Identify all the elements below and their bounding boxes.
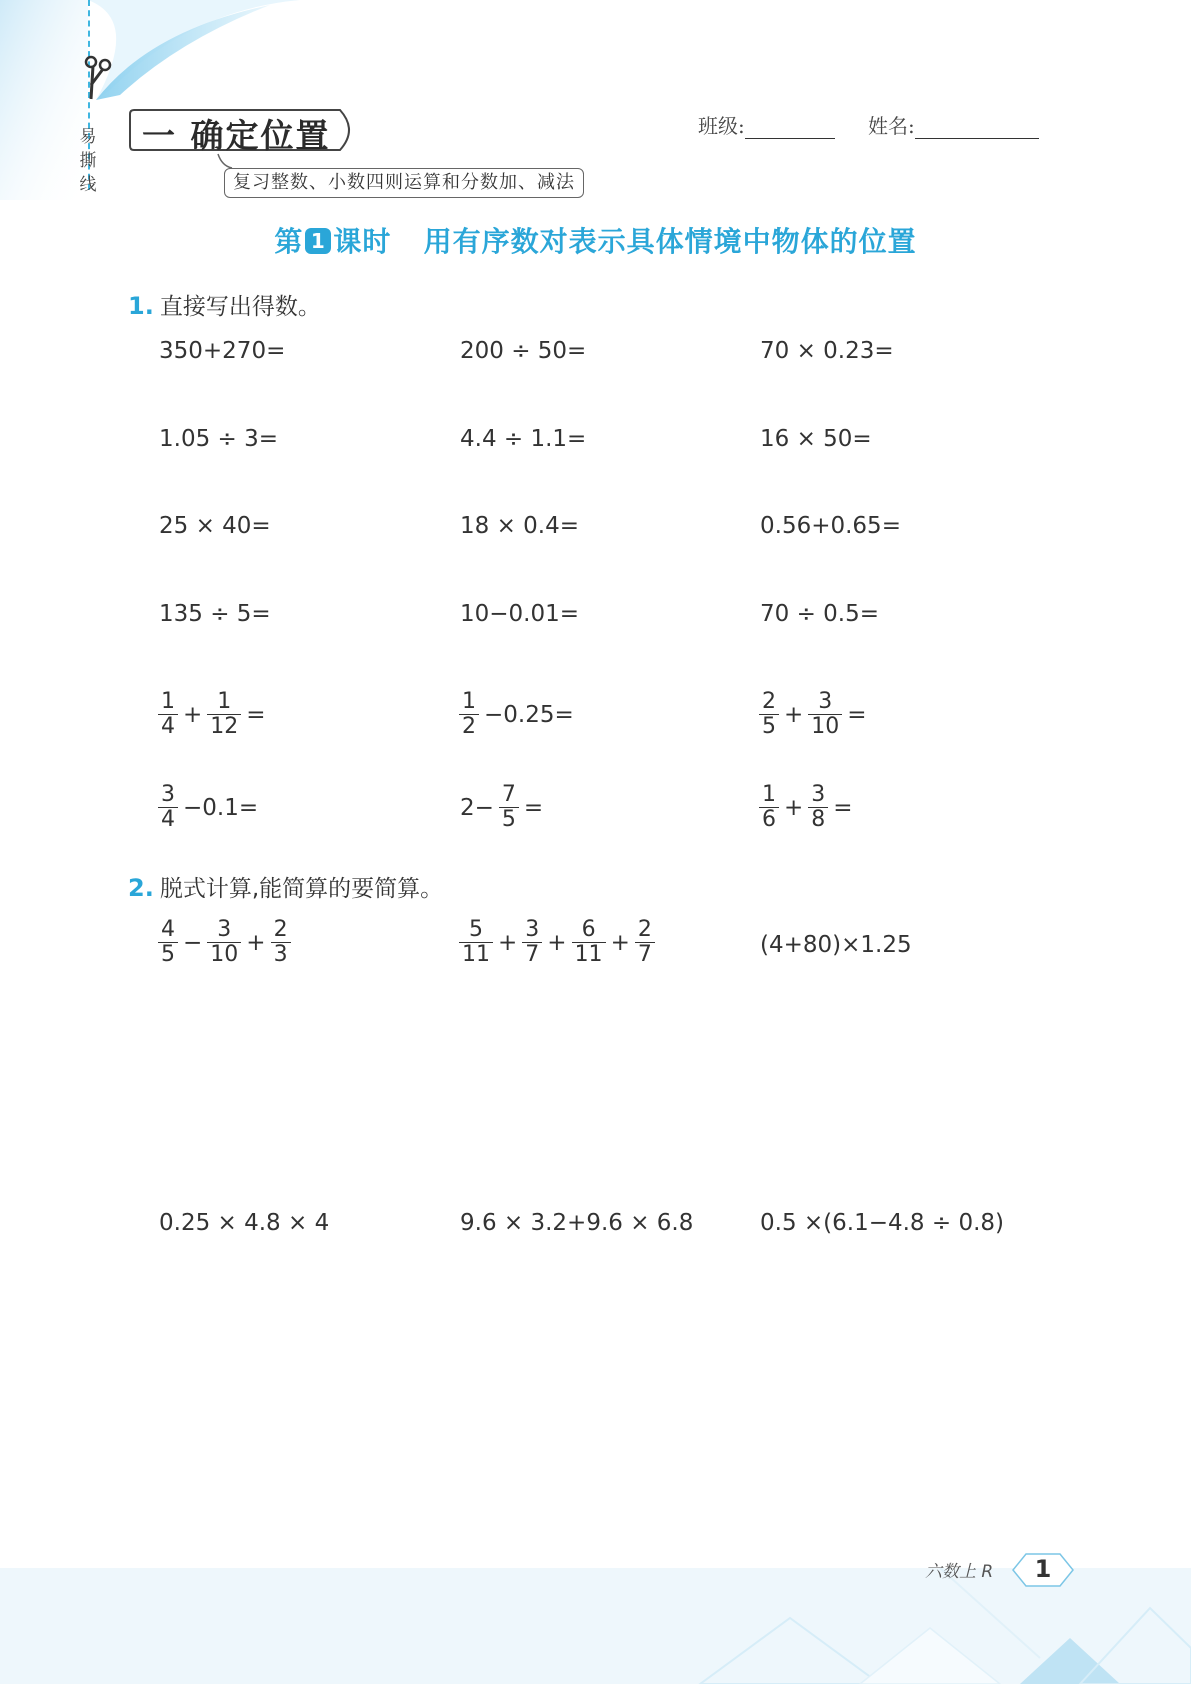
tear-char: 撕: [79, 151, 97, 171]
question-2-text: 脱式计算,能简算的要简算。: [159, 876, 444, 902]
unit-title: [128, 108, 360, 155]
question-1-number: 1.: [128, 292, 154, 320]
fraction: $\frac{3}{4}$: [158, 783, 178, 832]
fraction: $\frac{3}{7}$: [522, 918, 542, 967]
q1-fraction-item: $\frac{1}{2}$ −0.25=: [458, 690, 578, 739]
q1-item: 4.4 ÷ 1.1=: [460, 426, 587, 452]
q1-fraction-item: 2− $\frac{7}{5}$ =: [460, 782, 544, 832]
q1-item: 200 ÷ 50=: [460, 338, 587, 364]
lesson-number-badge: 1: [305, 228, 331, 254]
scissors-icon: [84, 55, 112, 101]
q2-item: 0.5 ×(6.1−4.8 ÷ 0.8): [760, 1210, 1005, 1236]
fraction: $\frac{7}{5}$: [499, 783, 519, 832]
q2-fraction-item: $\frac{5}{11}$ + $\frac{3}{7}$ + $\frac{6}{11}$ + $\frac{2}{7}$: [458, 918, 656, 967]
tear-char: 易: [79, 127, 97, 147]
q1-item: 18 × 0.4=: [460, 513, 580, 539]
fraction: $\frac{1}{2}$: [459, 690, 479, 739]
class-label: 班级:: [698, 114, 745, 138]
q1-fraction-item: $\frac{1}{4}$ + $\frac{1}{12}$ =: [157, 690, 270, 739]
fraction: $\frac{2}{5}$: [759, 690, 779, 739]
lesson-title-text: 课时 用有序数对表示具体情境中物体的位置: [333, 225, 917, 258]
question-1-text: 直接写出得数。: [159, 294, 321, 320]
review-tag: 复习整数、小数四则运算和分数加、减法: [224, 168, 584, 198]
fraction: $\frac{3}{10}$: [808, 690, 842, 739]
q2-item: 0.25 × 4.8 × 4: [159, 1210, 330, 1236]
lesson-title: [0, 220, 1191, 260]
page-number: [1012, 1553, 1074, 1587]
q1-fraction-item: $\frac{1}{6}$ + $\frac{3}{8}$ =: [758, 783, 857, 832]
q1-item: 0.56+0.65=: [760, 513, 901, 539]
fraction: $\frac{1}{12}$: [207, 690, 241, 739]
tear-char: 线: [79, 175, 97, 195]
lesson-prefix: 第: [274, 225, 304, 258]
q1-item: 350+270=: [159, 338, 286, 364]
fraction: $\frac{1}{6}$: [759, 783, 779, 832]
fraction: $\frac{5}{11}$: [459, 918, 493, 967]
q1-item: 70 × 0.23=: [760, 338, 894, 364]
q1-fraction-item: $\frac{2}{5}$ + $\frac{3}{10}$ =: [758, 690, 871, 739]
q1-item: 135 ÷ 5=: [159, 601, 271, 627]
question-2-number: 2.: [128, 874, 154, 902]
fraction: $\frac{4}{5}$: [158, 918, 178, 967]
question-1-heading: [128, 288, 321, 321]
tear-label: [78, 125, 98, 197]
q1-item: 1.05 ÷ 3=: [159, 426, 279, 452]
q1-item: 10−0.01=: [460, 601, 580, 627]
book-tag: 六数上 R: [925, 1562, 994, 1582]
class-blank[interactable]: [745, 114, 835, 139]
question-2-heading: [128, 870, 443, 903]
fraction: $\frac{2}{7}$: [635, 918, 655, 967]
q1-item: 70 ÷ 0.5=: [760, 601, 880, 627]
name-label: 姓名:: [868, 114, 915, 138]
fraction: $\frac{3}{8}$: [808, 783, 828, 832]
fraction: $\frac{1}{4}$: [158, 690, 178, 739]
q2-item: (4+80)×1.25: [760, 932, 912, 958]
page-number-text: 1: [1034, 1555, 1052, 1583]
q1-fraction-item: $\frac{3}{4}$ −0.1=: [157, 783, 262, 832]
fraction: $\frac{3}{10}$: [207, 918, 241, 967]
name-blank[interactable]: [915, 114, 1039, 139]
q1-item: 16 × 50=: [760, 426, 872, 452]
fraction: $\frac{2}{3}$: [271, 918, 291, 967]
q2-fraction-item: $\frac{4}{5}$ − $\frac{3}{10}$ + $\frac{2}{3}$: [157, 918, 292, 967]
unit-title-text: 一 确定位置: [142, 116, 331, 155]
q2-item: 9.6 × 3.2+9.6 × 6.8: [460, 1210, 694, 1236]
name-field[interactable]: [868, 110, 1039, 139]
fraction: $\frac{6}{11}$: [572, 918, 606, 967]
class-field[interactable]: [698, 110, 835, 139]
q1-item: 25 × 40=: [159, 513, 271, 539]
